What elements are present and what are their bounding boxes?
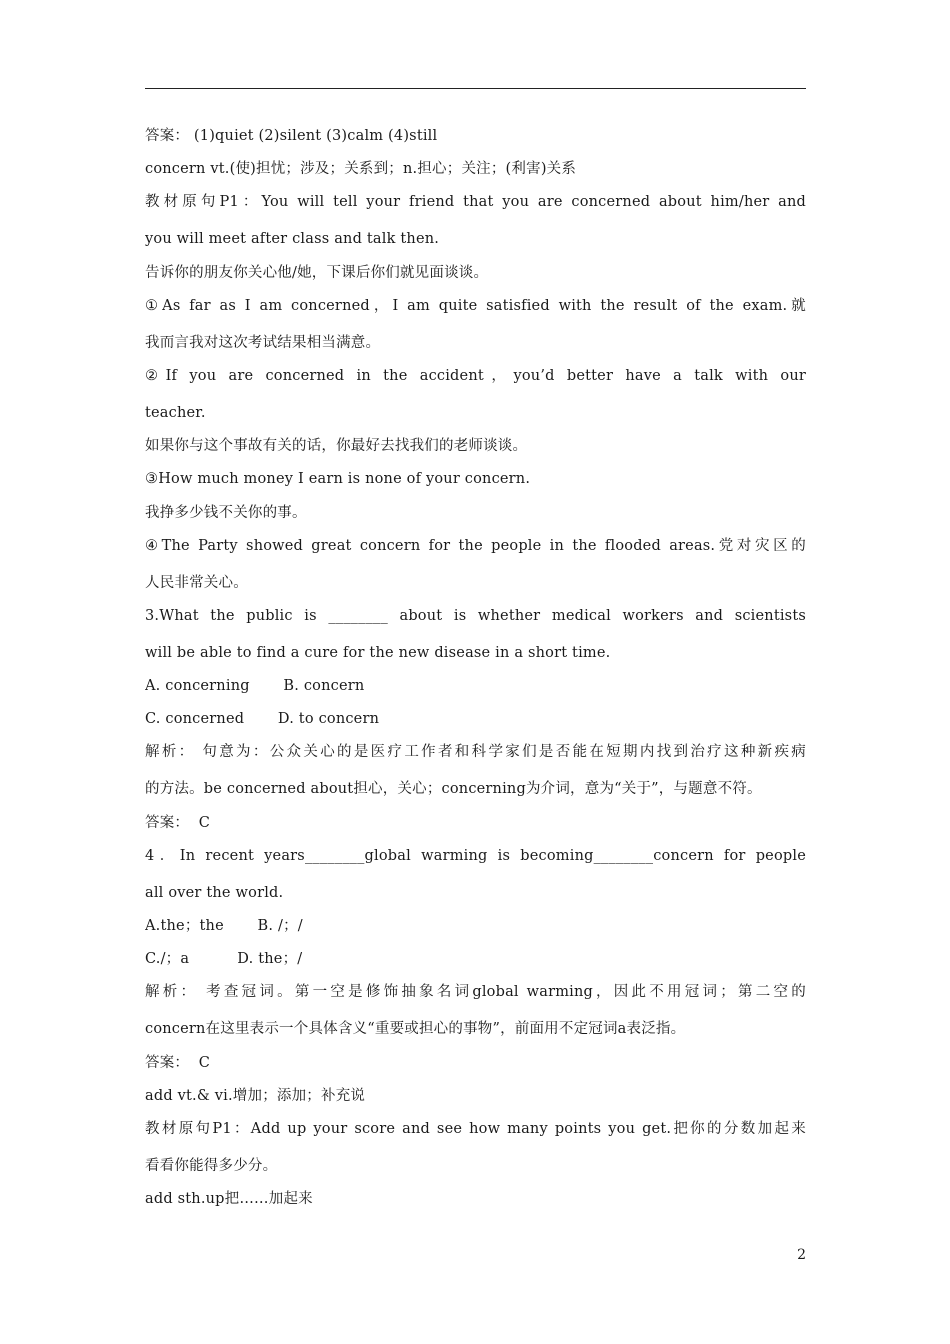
- text-line-analysis-3: 解析： 句意为：公众关心的是医疗工作者和科学家们是否能在短期内找到治疗这种新疾病: [145, 744, 806, 761]
- text-line-answer-3: 答案： C: [145, 814, 211, 831]
- text-line-example-4-cont: 人民非常关心。: [145, 574, 248, 591]
- text-line-translation: 告诉你的朋友你关心他/她，下课后你们就见面谈谈。: [145, 264, 489, 281]
- text-line-example-2: ②If you are concerned in the accident，you’d better have a talk with our: [145, 367, 806, 384]
- text-line-example-2-translation: 如果你与这个事故有关的话，你最好去找我们的老师谈谈。: [145, 438, 528, 455]
- text-line-question-4-cont: all over the world.: [145, 884, 284, 901]
- text-line-answer-4: 答案： C: [145, 1054, 211, 1071]
- text-line-question-3-cont: will be able to find a cure for the new disease in a short time.: [145, 644, 611, 661]
- text-line-question-4-options-cd: C./；a D. the；/: [145, 951, 303, 968]
- text-line-concern-definition: concern vt.(使)担忧；涉及；关系到；n.担心；关注；(利害)关系: [145, 161, 577, 178]
- text-line-example-3-translation: 我挣多少钱不关你的事。: [145, 504, 307, 521]
- text-line-analysis-4-cont: concern在这里表示一个具体含义“重要或担心的事物”，前面用不定冠词a表泛指。: [145, 1021, 686, 1038]
- text-line-question-3-options-cd: C. concerned D. to concern: [145, 711, 380, 728]
- page-content: [145, 124, 806, 1220]
- text-line-question-4-options-ab: A.the；the B. /；/: [145, 918, 303, 934]
- text-line-question-3: 3.What the public is ________ about is whether medical workers and scientists: [145, 607, 806, 624]
- text-line-add-definition: add vt.& vi.增加；添加；补充说: [145, 1087, 366, 1104]
- text-line-add-phrase: add sth.up把……加起来: [145, 1191, 313, 1208]
- text-line-add-textbook-sentence: 教材原句P1：Add up your score and see how many points you get.把你的分数加起来: [145, 1120, 806, 1137]
- text-line-example-3: ③How much money I earn is none of your concern.: [145, 471, 531, 488]
- text-line-example-1: ①As far as I am concerned，I am quite satisfied with the result of the exam.就: [145, 297, 806, 314]
- page-number: 2: [797, 1247, 806, 1263]
- text-line-analysis-3-cont: 的方法。be concerned about担心，关心；concerning为介词，意为“关于”，与题意不符。: [145, 781, 762, 798]
- text-line-question-4: 4．In recent years________global warming is becoming________concern for people: [145, 847, 806, 864]
- text-line-textbook-sentence-cont: you will meet after class and talk then.: [145, 231, 440, 248]
- text-line-example-1-cont: 我而言我对这次考试结果相当满意。: [145, 334, 381, 351]
- header-rule: [145, 88, 806, 89]
- text-line-answer-1: 答案： (1)quiet (2)silent (3)calm (4)still: [145, 128, 438, 144]
- text-line-question-3-options-ab: A. concerning B. concern: [145, 678, 365, 695]
- text-line-analysis-4: 解析： 考查冠词。第一空是修饰抽象名词global warming，因此不用冠词；第二空的: [145, 984, 806, 1001]
- text-line-example-4: ④The Party showed great concern for the people in the flooded areas.党对灾区的: [145, 537, 806, 554]
- text-line-textbook-sentence: 教材原句P1：You will tell your friend that you are concerned about him/her and: [145, 194, 806, 211]
- text-line-add-textbook-sentence-cont: 看看你能得多少分。: [145, 1157, 278, 1174]
- text-line-example-2-cont: teacher.: [145, 404, 206, 421]
